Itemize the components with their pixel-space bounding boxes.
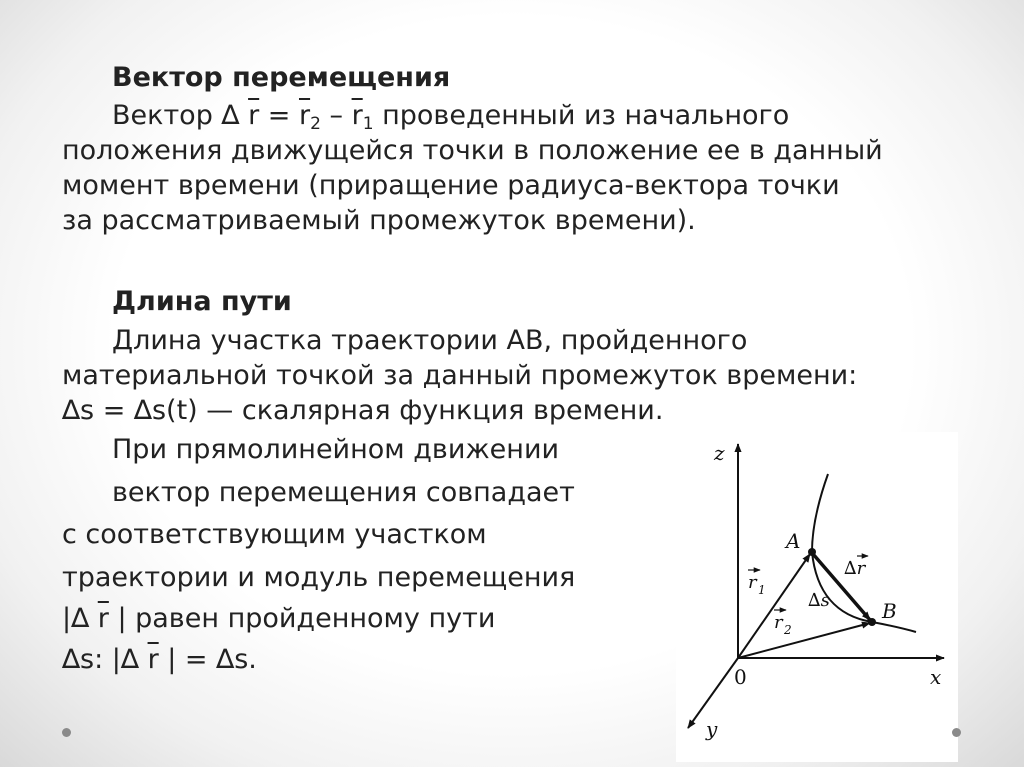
straight-motion-line-3: с соответствующим участком <box>62 519 487 550</box>
minus-sign: – <box>320 100 352 131</box>
displacement-definition-line-4: за рассматриваемый промежуток времени). <box>62 205 696 236</box>
vector-r1: $\overline{r}$ <box>351 100 363 131</box>
point-b-label: B <box>882 599 897 623</box>
delta-r-label: ∆r <box>844 558 866 579</box>
text-segment: Вектор <box>112 100 222 131</box>
r2-subscript: 2 <box>784 623 792 637</box>
axis-x-label: x <box>930 665 942 689</box>
displacement-diagram <box>676 432 958 762</box>
axis-z-label: z <box>714 441 725 465</box>
slide-dot-left <box>62 728 71 737</box>
path-definition-line-2: материальной точкой за данный промежуток времени: <box>62 360 858 391</box>
point-a <box>808 548 816 556</box>
point-b <box>868 618 876 626</box>
equals-sign: = <box>259 100 299 131</box>
straight-motion-line-1: При прямолинейном движении <box>112 434 560 465</box>
text-segment: проведенный из начального <box>373 100 790 131</box>
text-segment: ∆s: |∆ <box>62 644 148 675</box>
r2-label: r <box>774 612 783 633</box>
vector-r2: $\overline{r}$ <box>298 100 311 131</box>
delta-s-label: ∆s <box>808 590 830 611</box>
slide-dot-right <box>952 728 961 737</box>
displacement-definition-line-3: момент времени (приращение радиуса-вектора точки <box>62 170 840 201</box>
vector-r: $\overline{r}$ <box>147 644 159 675</box>
heading-displacement: Вектор перемещения <box>112 62 451 93</box>
displacement-definition-line-1 <box>112 99 789 133</box>
straight-motion-line-4: траектории и модуль перемещения <box>62 562 576 593</box>
heading-path-length: Длина пути <box>112 286 292 317</box>
displacement-definition-line-2: положения движущейся точки в положение ее в данный <box>62 135 883 166</box>
vector-r: $\overline{r}$ <box>97 603 109 634</box>
text-segment: | = ∆s. <box>158 644 257 675</box>
text-segment: |∆ <box>62 603 98 634</box>
vector-r: $\overline{r}$ <box>248 100 260 131</box>
straight-motion-line-5 <box>62 602 495 636</box>
displacement-figure <box>676 432 958 762</box>
text-segment: | равен пройденному пути <box>108 603 496 634</box>
subscript-2: 2 <box>310 114 321 134</box>
r1-label: r <box>748 572 757 593</box>
origin-label: 0 <box>734 665 747 689</box>
straight-motion-line-6 <box>62 643 257 677</box>
subscript-1: 1 <box>362 114 374 134</box>
path-definition-line-1: Длина участка траектории АВ, пройденного <box>112 325 748 356</box>
r1-subscript: 1 <box>758 583 766 597</box>
straight-motion-line-2: вектор перемещения совпадает <box>112 477 575 508</box>
point-a-label: A <box>786 529 801 553</box>
path-definition-line-3: ∆s = ∆s(t) — скалярная функция времени. <box>62 395 664 426</box>
delta-symbol: ∆ <box>221 100 249 131</box>
axis-y-label: y <box>706 717 718 741</box>
